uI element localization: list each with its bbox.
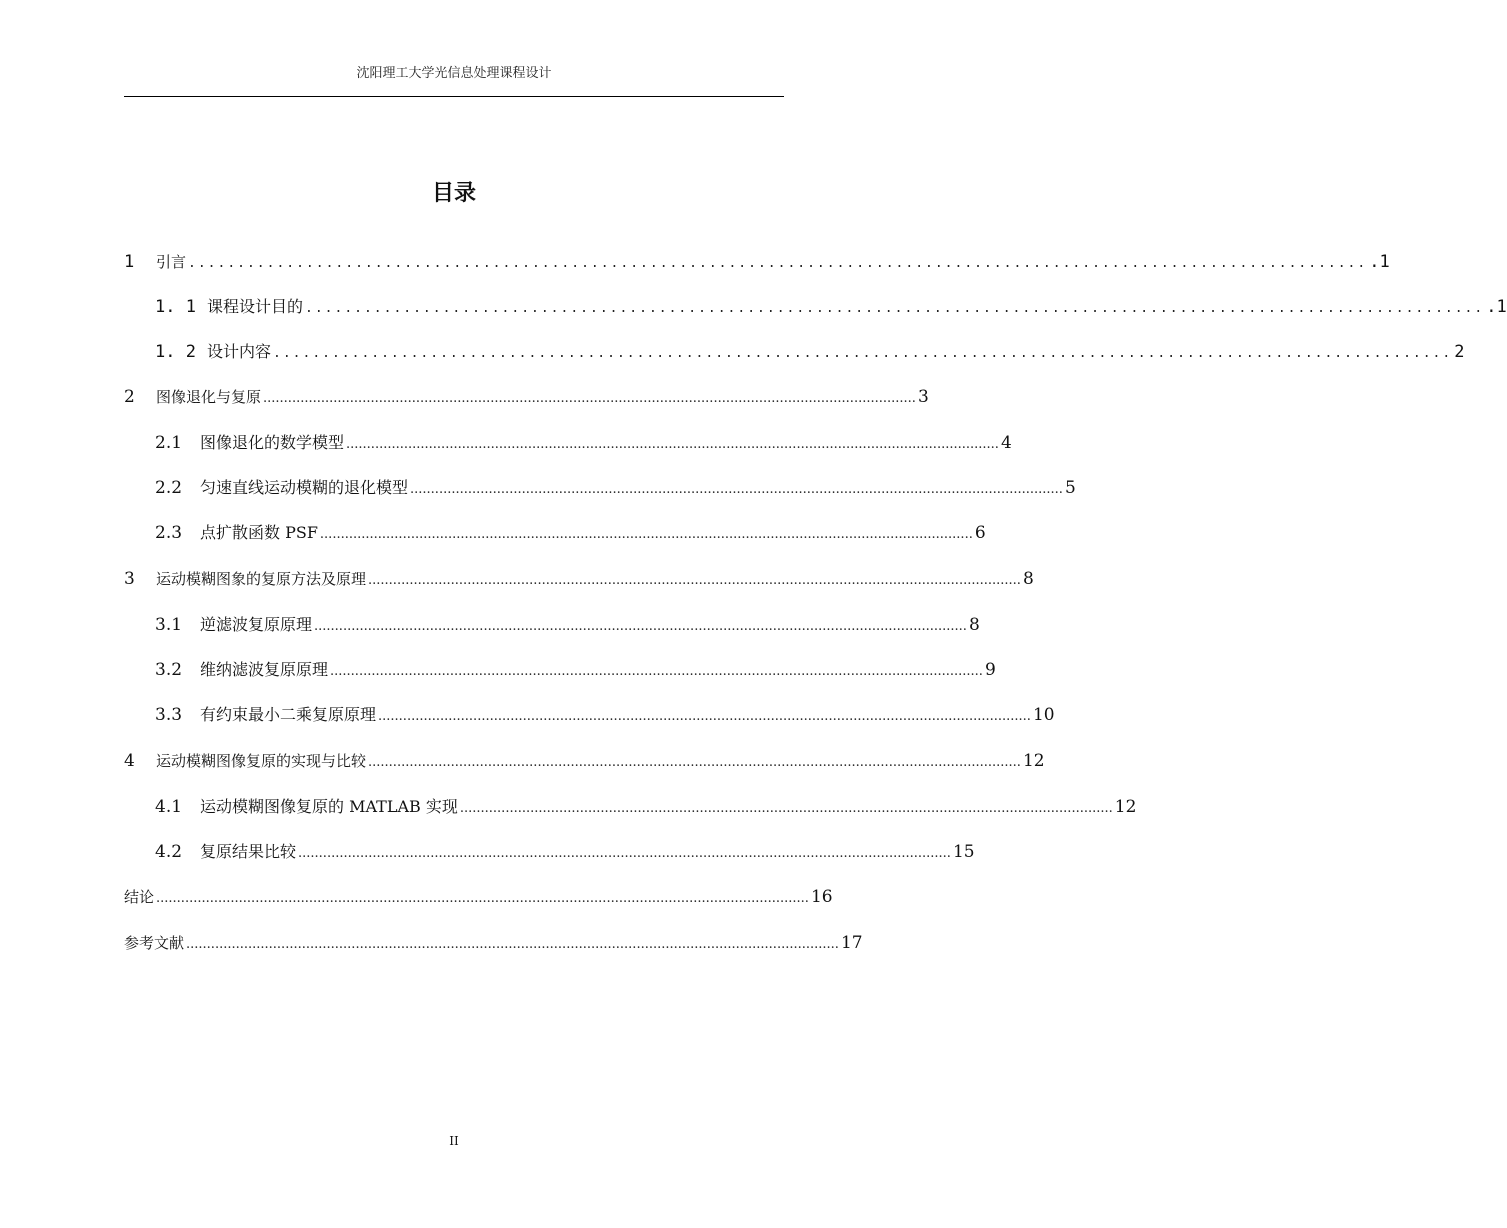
toc-entry-label: 逆滤波复原原理 bbox=[200, 615, 313, 634]
toc-entry-2[interactable] bbox=[124, 385, 929, 409]
toc-entry-label: 引言 bbox=[156, 253, 187, 271]
toc-entry-page: 3 bbox=[917, 387, 929, 407]
toc-entry-number: 1 bbox=[124, 252, 135, 272]
toc-entry-page: 12 bbox=[1022, 751, 1045, 771]
toc-leader-dots: .............................................................................................................................................................. bbox=[156, 891, 809, 906]
toc-entry-label: 有约束最小二乘复原原理 bbox=[200, 705, 377, 724]
page-number: II bbox=[449, 1134, 459, 1148]
toc-leader-dots: .............................................................................................................................................................. bbox=[319, 527, 973, 542]
toc-entry-conclusion[interactable] bbox=[124, 885, 833, 909]
toc-entry-label: 点扩散函数 PSF bbox=[200, 523, 318, 542]
toc-title: 目录 bbox=[431, 181, 476, 206]
toc-leader-dots: .............................................................................................................................................................. bbox=[263, 391, 916, 406]
toc-entry-number: 1. 1 bbox=[155, 297, 196, 317]
toc-entry-number: 4.1 bbox=[155, 797, 183, 817]
toc-entry-page: 9 bbox=[984, 660, 996, 680]
toc-entry-4[interactable] bbox=[124, 749, 1045, 773]
toc-entry-1-2[interactable] bbox=[155, 340, 1465, 364]
toc-leader-dots: .............................................................................................................................................................. bbox=[314, 619, 967, 634]
toc-leader-dots: ........................................................................................................................ bbox=[188, 256, 1368, 271]
toc-entry-page: 17 bbox=[840, 933, 863, 953]
toc-leader-dots: .............................................................................................................................................................. bbox=[459, 801, 1113, 816]
toc-leader-dots: .............................................................................................................................................................. bbox=[186, 937, 839, 952]
toc-entry-references[interactable] bbox=[124, 931, 863, 955]
toc-entry-label: 复原结果比较 bbox=[200, 842, 297, 861]
toc-leader-dots: ........................................................................................................................ bbox=[305, 301, 1485, 316]
toc-entry-page: 16 bbox=[810, 887, 833, 907]
toc-entry-2-2[interactable] bbox=[155, 476, 1076, 500]
toc-entry-1-1[interactable] bbox=[155, 295, 1507, 319]
toc-entry-label: 运动模糊图像复原的实现与比较 bbox=[156, 752, 367, 770]
toc-entry-number: 3.2 bbox=[155, 660, 183, 680]
toc-entry-page: .1 bbox=[1486, 297, 1507, 317]
toc-entry-label: 匀速直线运动模糊的退化模型 bbox=[200, 478, 409, 497]
toc-entry-2-3[interactable] bbox=[155, 521, 986, 545]
toc-entry-number: 3.3 bbox=[155, 705, 183, 725]
toc-entry-number: 2.2 bbox=[155, 478, 183, 498]
toc-entry-label: 维纳滤波复原原理 bbox=[200, 660, 329, 679]
toc-leader-dots: .............................................................................................................................................................. bbox=[330, 664, 983, 679]
toc-entry-page: 10 bbox=[1032, 705, 1055, 725]
toc-entry-1[interactable] bbox=[124, 250, 1390, 274]
toc-entry-page: 8 bbox=[1022, 569, 1034, 589]
toc-leader-dots: .............................................................................................................................................................. bbox=[368, 755, 1021, 770]
toc-entry-number: 2 bbox=[124, 387, 135, 407]
toc-entry-page: 6 bbox=[974, 523, 986, 543]
toc-entry-3-3[interactable] bbox=[155, 703, 1055, 727]
toc-entry-label: 结论 bbox=[124, 888, 155, 906]
toc-entry-page: 4 bbox=[1000, 433, 1012, 453]
toc-leader-dots: .............................................................................................................................................................. bbox=[298, 846, 951, 861]
toc-entry-label: 设计内容 bbox=[207, 342, 272, 361]
toc-entry-number: 3 bbox=[124, 569, 135, 589]
toc-entry-label: 参考文献 bbox=[124, 934, 185, 952]
running-header: 沈阳理工大学光信息处理课程设计 bbox=[356, 66, 552, 81]
toc-entry-number: 3.1 bbox=[155, 615, 183, 635]
toc-entry-3-1[interactable] bbox=[155, 613, 980, 637]
toc-entry-2-1[interactable] bbox=[155, 431, 1012, 455]
toc-leader-dots: .............................................................................................................................................................. bbox=[368, 573, 1021, 588]
toc-entry-page: 15 bbox=[952, 842, 975, 862]
toc-leader-dots: .............................................................................................................................................................. bbox=[346, 437, 999, 452]
toc-entry-3-2[interactable] bbox=[155, 658, 996, 682]
toc-leader-dots: .............................................................................................................................................................. bbox=[378, 709, 1031, 724]
toc-entry-label: 图像退化与复原 bbox=[156, 388, 262, 406]
toc-entry-label: 图像退化的数学模型 bbox=[200, 433, 345, 452]
toc-entry-page: 8 bbox=[968, 615, 980, 635]
toc-entry-label: 运动模糊图像复原的 MATLAB 实现 bbox=[200, 797, 458, 816]
toc-entry-page: 2 bbox=[1454, 342, 1465, 362]
toc-entry-label: 运动模糊图象的复原方法及原理 bbox=[156, 570, 367, 588]
toc-entry-number: 1. 2 bbox=[155, 342, 196, 362]
toc-entry-page: 12 bbox=[1114, 797, 1137, 817]
toc-entry-page: .1 bbox=[1369, 252, 1390, 272]
toc-entry-4-1[interactable] bbox=[155, 795, 1137, 819]
toc-entry-label: 课程设计目的 bbox=[207, 297, 304, 316]
toc-entry-page: 5 bbox=[1064, 478, 1076, 498]
toc-entry-number: 4 bbox=[124, 751, 135, 771]
toc-entry-number: 2.3 bbox=[155, 523, 183, 543]
toc-leader-dots: .............................................................................................................................................................. bbox=[410, 482, 1063, 497]
toc-entry-3[interactable] bbox=[124, 567, 1034, 591]
toc-entry-number: 4.2 bbox=[155, 842, 183, 862]
toc-entry-number: 2.1 bbox=[155, 433, 183, 453]
toc-entry-4-2[interactable] bbox=[155, 840, 975, 864]
toc-leader-dots: ........................................................................................................................ bbox=[273, 346, 1453, 361]
